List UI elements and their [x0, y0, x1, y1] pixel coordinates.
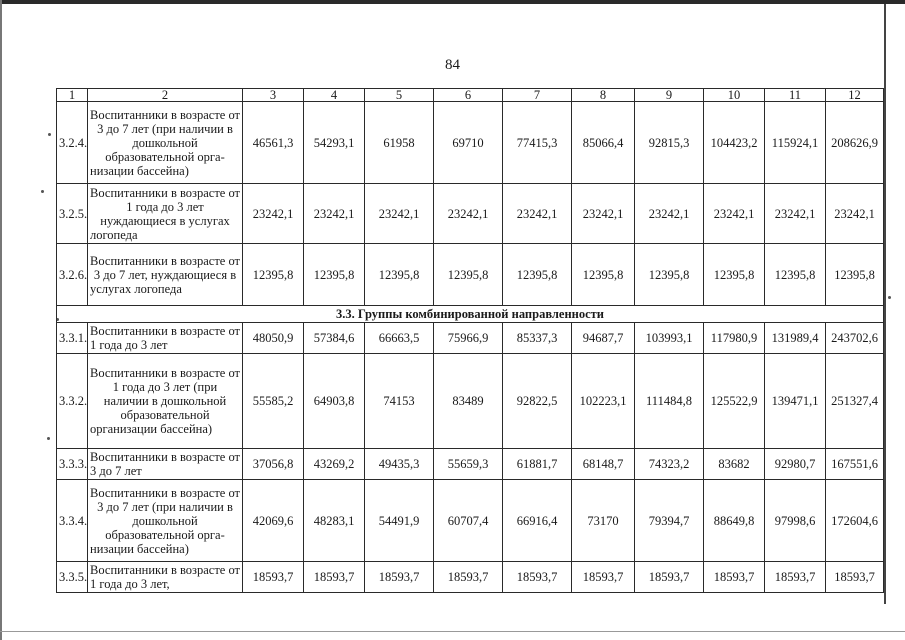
- value-cell: 92822,5: [503, 354, 572, 449]
- value-cell: 18593,7: [826, 562, 884, 593]
- column-number: 2: [88, 89, 243, 102]
- value-cell: 12395,8: [434, 244, 503, 306]
- value-cell: 18593,7: [765, 562, 826, 593]
- value-cell: 111484,8: [635, 354, 704, 449]
- column-number: 7: [503, 89, 572, 102]
- row-description: Воспитанники в возрасте от 1 года до 3 лет: [88, 323, 243, 354]
- value-cell: 73170: [572, 480, 635, 562]
- value-cell: 117980,9: [704, 323, 765, 354]
- table-row: [57, 244, 884, 306]
- tariff-table: [56, 88, 884, 593]
- value-cell: 49435,3: [365, 449, 434, 480]
- value-cell: 23242,1: [765, 184, 826, 244]
- column-number-row: [57, 89, 884, 102]
- value-cell: 61958: [365, 102, 434, 184]
- table-row: [57, 184, 884, 244]
- value-cell: 131989,4: [765, 323, 826, 354]
- table-row: [57, 102, 884, 184]
- value-cell: 172604,6: [826, 480, 884, 562]
- scan-top-border: [0, 0, 905, 4]
- value-cell: 139471,1: [765, 354, 826, 449]
- value-cell: 167551,6: [826, 449, 884, 480]
- value-cell: 68148,7: [572, 449, 635, 480]
- value-cell: 60707,4: [434, 480, 503, 562]
- value-cell: 43269,2: [304, 449, 365, 480]
- value-cell: 92980,7: [765, 449, 826, 480]
- row-number: 3.3.5.: [57, 562, 88, 593]
- value-cell: 85337,3: [503, 323, 572, 354]
- table-body: [57, 89, 884, 593]
- scan-left-border: [0, 0, 2, 640]
- value-cell: 12395,8: [635, 244, 704, 306]
- column-number: 12: [826, 89, 884, 102]
- value-cell: 23242,1: [826, 184, 884, 244]
- row-description: Воспитанники в возрасте от 1 года до 3 лет,: [88, 562, 243, 593]
- value-cell: 74153: [365, 354, 434, 449]
- value-cell: 12395,8: [572, 244, 635, 306]
- value-cell: 61881,7: [503, 449, 572, 480]
- row-description: Воспитанники в возрасте от 3 до 7 лет: [88, 449, 243, 480]
- value-cell: 12395,8: [765, 244, 826, 306]
- column-number: 6: [434, 89, 503, 102]
- value-cell: 42069,6: [243, 480, 304, 562]
- value-cell: 12395,8: [243, 244, 304, 306]
- row-description: Воспитанники в возрасте от 3 до 7 лет (при наличии в дошкольной образовательной организации бассейна): [88, 480, 243, 562]
- value-cell: 74323,2: [635, 449, 704, 480]
- value-cell: 66663,5: [365, 323, 434, 354]
- value-cell: 23242,1: [503, 184, 572, 244]
- value-cell: 125522,9: [704, 354, 765, 449]
- value-cell: 69710: [434, 102, 503, 184]
- value-cell: 18593,7: [365, 562, 434, 593]
- row-number: 3.3.1.: [57, 323, 88, 354]
- column-number: 11: [765, 89, 826, 102]
- value-cell: 48283,1: [304, 480, 365, 562]
- value-cell: 104423,2: [704, 102, 765, 184]
- scan-right-border: [884, 4, 886, 604]
- row-number: 3.3.2.: [57, 354, 88, 449]
- scan-bottom-rule: [0, 631, 905, 632]
- row-description: Воспитанники в возрасте от 1 года до 3 лет нуждающиеся в услугах логопеда: [88, 184, 243, 244]
- scan-dot: [888, 296, 891, 299]
- value-cell: 55585,2: [243, 354, 304, 449]
- scan-dot: [41, 190, 44, 193]
- value-cell: 64903,8: [304, 354, 365, 449]
- section-title: 3.3. Группы комбинированной направленности: [57, 306, 884, 323]
- row-number: 3.3.3.: [57, 449, 88, 480]
- column-number: 3: [243, 89, 304, 102]
- column-number: 8: [572, 89, 635, 102]
- value-cell: 12395,8: [503, 244, 572, 306]
- scan-dot: [48, 133, 51, 136]
- value-cell: 54491,9: [365, 480, 434, 562]
- column-number: 10: [704, 89, 765, 102]
- value-cell: 46561,3: [243, 102, 304, 184]
- value-cell: 18593,7: [635, 562, 704, 593]
- row-number: 3.2.5.: [57, 184, 88, 244]
- table-row: [57, 323, 884, 354]
- value-cell: 208626,9: [826, 102, 884, 184]
- row-number: 3.2.4.: [57, 102, 88, 184]
- value-cell: 18593,7: [434, 562, 503, 593]
- value-cell: 57384,6: [304, 323, 365, 354]
- value-cell: 77415,3: [503, 102, 572, 184]
- value-cell: 55659,3: [434, 449, 503, 480]
- value-cell: 75966,9: [434, 323, 503, 354]
- value-cell: 88649,8: [704, 480, 765, 562]
- value-cell: 23242,1: [704, 184, 765, 244]
- value-cell: 83682: [704, 449, 765, 480]
- value-cell: 18593,7: [704, 562, 765, 593]
- value-cell: 92815,3: [635, 102, 704, 184]
- value-cell: 12395,8: [826, 244, 884, 306]
- value-cell: 97998,6: [765, 480, 826, 562]
- value-cell: 79394,7: [635, 480, 704, 562]
- column-number: 4: [304, 89, 365, 102]
- value-cell: 18593,7: [503, 562, 572, 593]
- value-cell: 37056,8: [243, 449, 304, 480]
- value-cell: 66916,4: [503, 480, 572, 562]
- value-cell: 251327,4: [826, 354, 884, 449]
- column-number: 1: [57, 89, 88, 102]
- value-cell: 243702,6: [826, 323, 884, 354]
- value-cell: 23242,1: [365, 184, 434, 244]
- column-number: 5: [365, 89, 434, 102]
- value-cell: 23242,1: [304, 184, 365, 244]
- value-cell: 115924,1: [765, 102, 826, 184]
- value-cell: 103993,1: [635, 323, 704, 354]
- value-cell: 12395,8: [365, 244, 434, 306]
- page-number: 84: [445, 57, 460, 73]
- row-description: Воспитанники в возрасте от 3 до 7 лет, нуждающиеся в услугах логопеда: [88, 244, 243, 306]
- table-row: [57, 480, 884, 562]
- value-cell: 18593,7: [304, 562, 365, 593]
- row-number: 3.2.6.: [57, 244, 88, 306]
- table-row: [57, 562, 884, 593]
- row-description: Воспитанники в возрасте от 1 года до 3 лет (при наличии в дошкольной образовательной организации бассейна): [88, 354, 243, 449]
- value-cell: 94687,7: [572, 323, 635, 354]
- section-heading-row: [57, 306, 884, 323]
- scan-dot: [47, 437, 50, 440]
- row-description: Воспитанники в возрасте от 3 до 7 лет (при наличии в дошкольной образовательной организации бассейна): [88, 102, 243, 184]
- value-cell: 85066,4: [572, 102, 635, 184]
- value-cell: 23242,1: [572, 184, 635, 244]
- value-cell: 12395,8: [304, 244, 365, 306]
- value-cell: 23242,1: [635, 184, 704, 244]
- value-cell: 18593,7: [243, 562, 304, 593]
- value-cell: 23242,1: [434, 184, 503, 244]
- value-cell: 48050,9: [243, 323, 304, 354]
- value-cell: 12395,8: [704, 244, 765, 306]
- value-cell: 102223,1: [572, 354, 635, 449]
- table-row: [57, 354, 884, 449]
- value-cell: 83489: [434, 354, 503, 449]
- table-row: [57, 449, 884, 480]
- value-cell: 23242,1: [243, 184, 304, 244]
- column-number: 9: [635, 89, 704, 102]
- row-number: 3.3.4.: [57, 480, 88, 562]
- value-cell: 54293,1: [304, 102, 365, 184]
- value-cell: 18593,7: [572, 562, 635, 593]
